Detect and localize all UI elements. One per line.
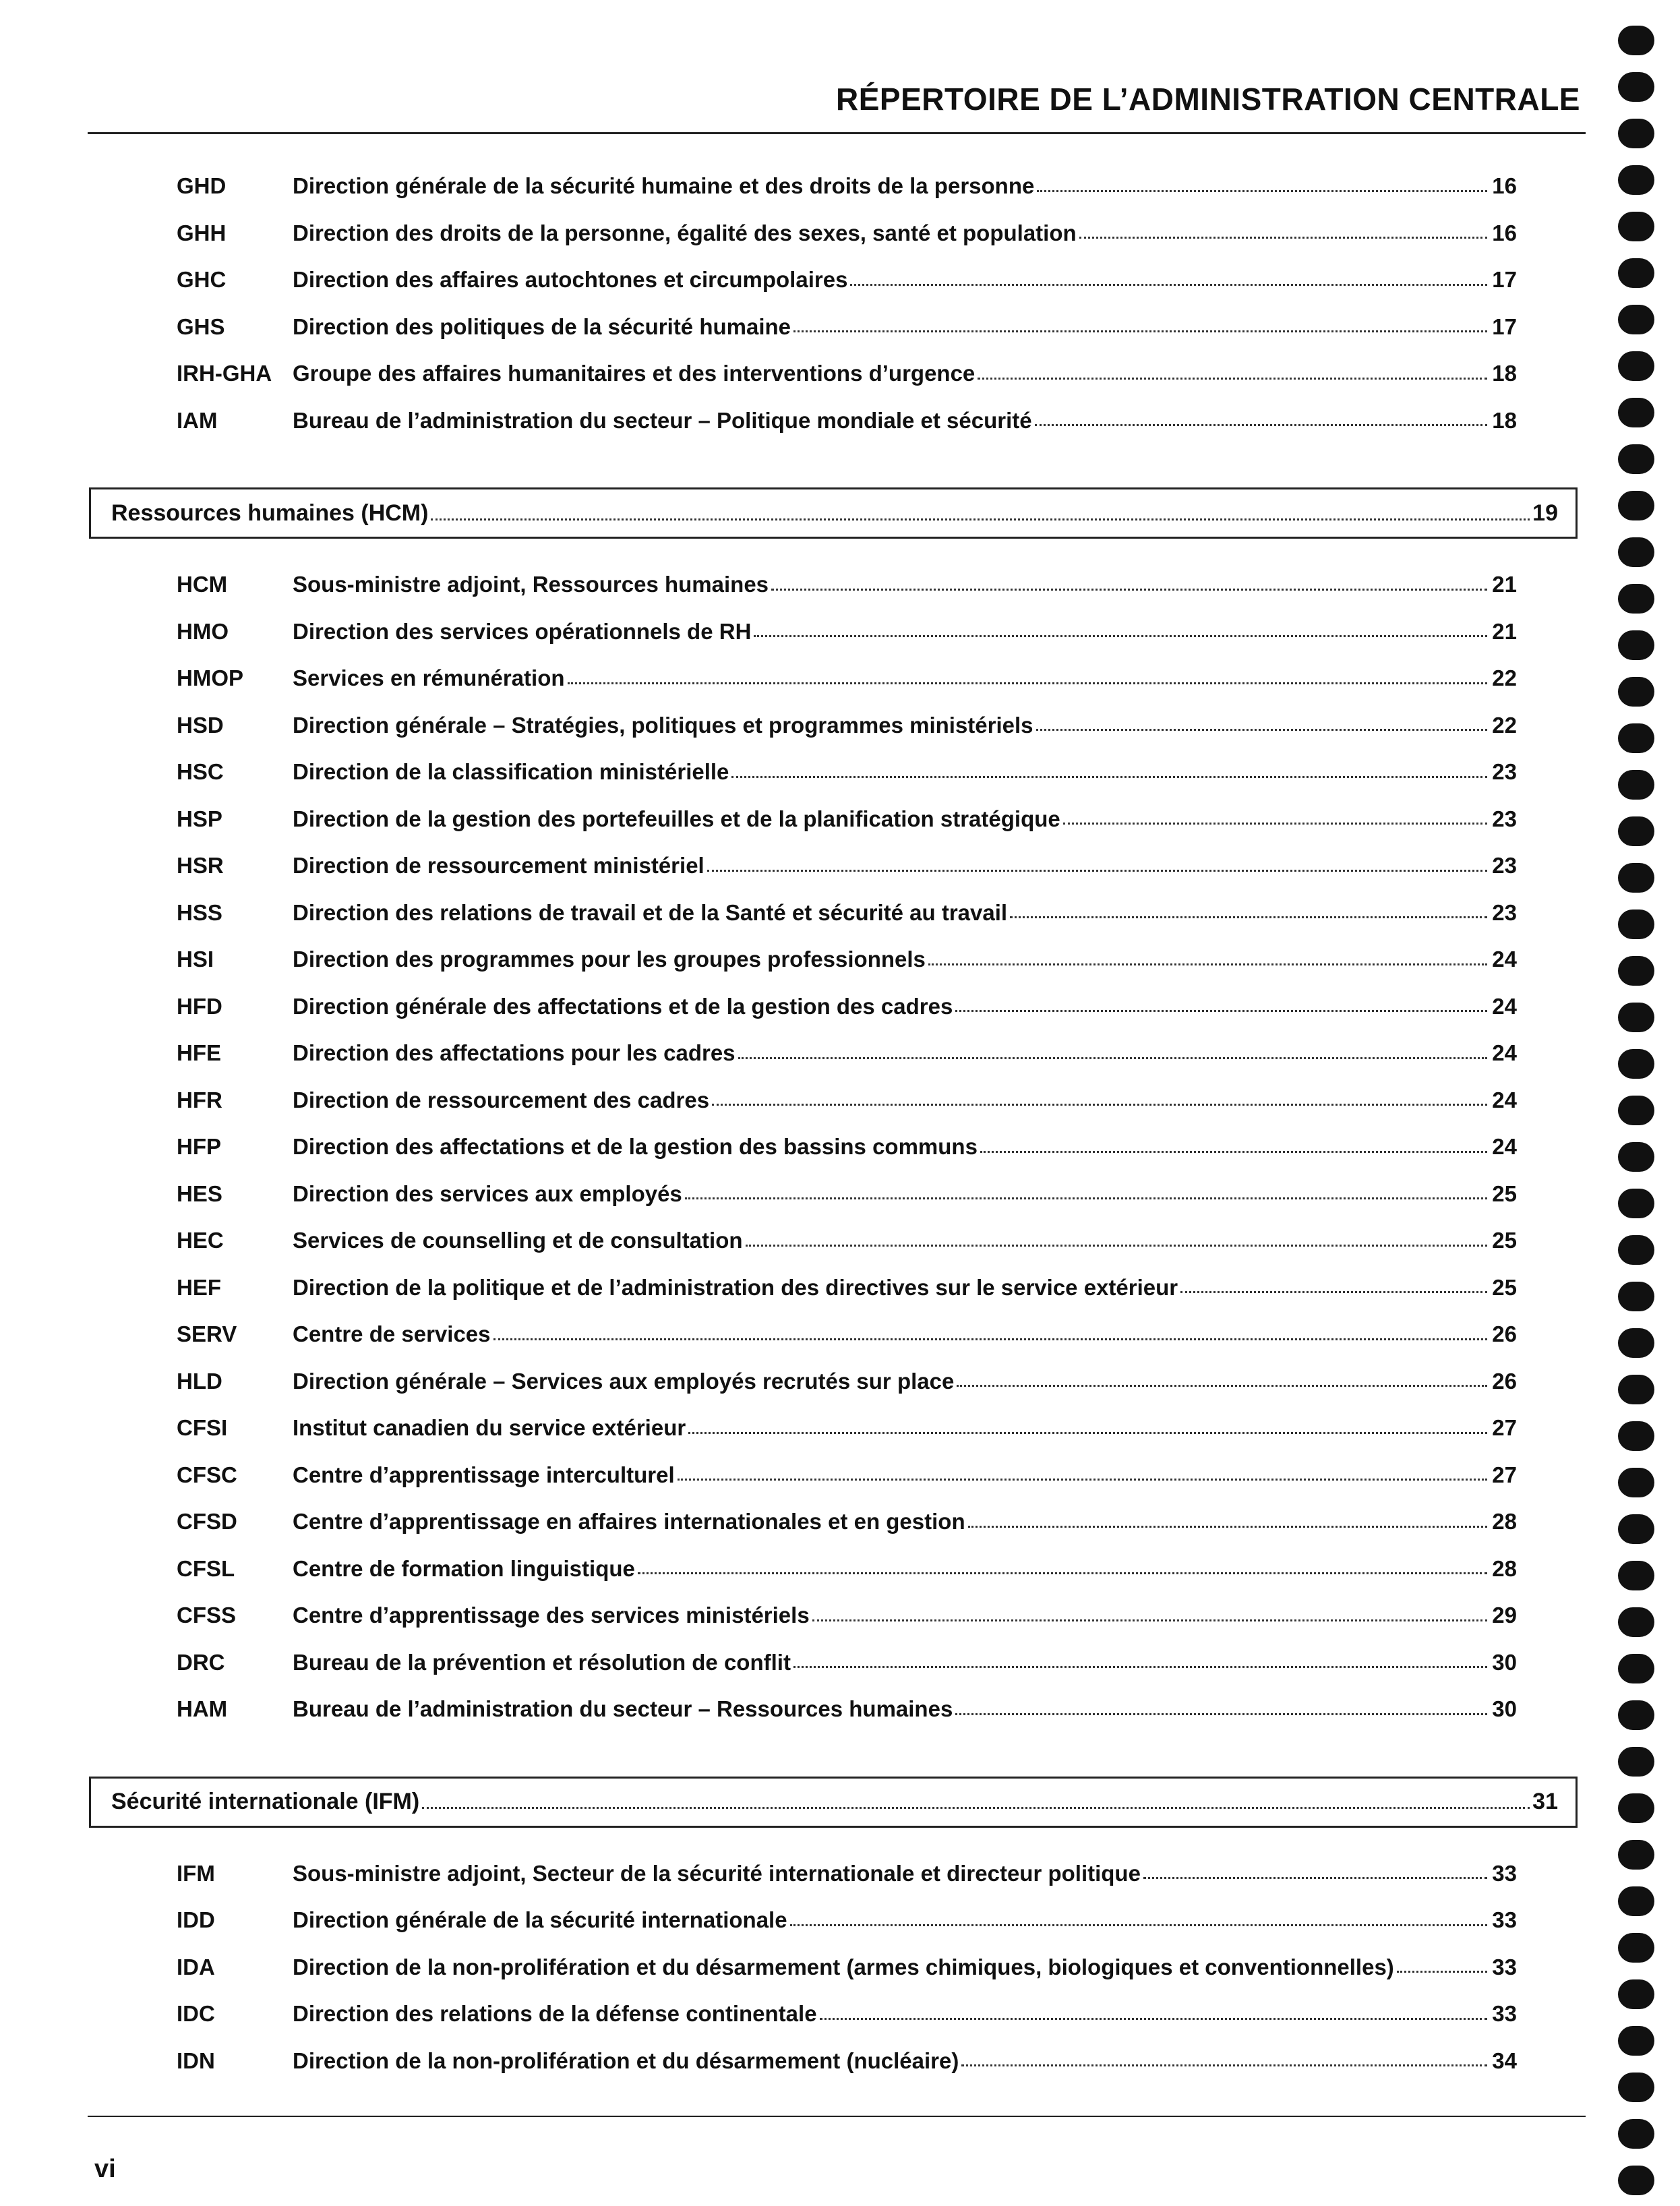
binder-hole-icon bbox=[1618, 1700, 1654, 1730]
dot-leader bbox=[731, 773, 1487, 778]
toc-entry bbox=[177, 1853, 1517, 1894]
binder-hole-icon bbox=[1618, 1561, 1654, 1590]
dot-leader bbox=[850, 281, 1487, 286]
dot-leader bbox=[738, 1054, 1487, 1059]
toc-entry bbox=[177, 1900, 1517, 1940]
toc-entry bbox=[177, 1994, 1517, 2034]
page-title: RÉPERTOIRE DE L’ADMINISTRATION CENTRALE bbox=[836, 82, 1580, 117]
dot-leader bbox=[1397, 1968, 1487, 1973]
binder-hole-icon bbox=[1618, 2166, 1654, 2195]
entry-code: IDD bbox=[177, 1907, 215, 1932]
dot-leader bbox=[431, 516, 1530, 520]
binder-hole-icon bbox=[1618, 910, 1654, 939]
dot-leader bbox=[955, 1710, 1487, 1715]
binder-hole-icon bbox=[1618, 351, 1654, 381]
entry-page: 25 bbox=[1492, 1228, 1517, 1253]
entry-page: 33 bbox=[1492, 1907, 1517, 1932]
toc-entry bbox=[177, 799, 1517, 839]
section-title: Sécurité internationale (IFM) bbox=[111, 1789, 420, 1814]
entry-code: GHD bbox=[177, 173, 227, 198]
binder-hole-icon bbox=[1618, 165, 1654, 195]
entry-page: 33 bbox=[1492, 1954, 1517, 1979]
binder-hole-icon bbox=[1618, 26, 1654, 55]
entry-page: 33 bbox=[1492, 1860, 1517, 1886]
binder-hole-icon bbox=[1618, 2119, 1654, 2149]
toc-entry bbox=[177, 166, 1517, 206]
entry-page: 34 bbox=[1492, 2048, 1517, 2073]
dot-leader bbox=[568, 680, 1487, 684]
dot-leader bbox=[812, 1617, 1487, 1621]
toc-entry bbox=[177, 1947, 1517, 1988]
entry-page: 26 bbox=[1492, 1321, 1517, 1346]
dot-leader bbox=[980, 1148, 1487, 1153]
toc-entry bbox=[177, 1268, 1517, 1308]
entry-title: Centre d’apprentissage en affaires internationales et en gestion bbox=[293, 1509, 965, 1534]
dot-leader bbox=[793, 1663, 1487, 1668]
entry-title: Direction des services opérationnels de RH bbox=[293, 618, 752, 644]
toc-entry bbox=[177, 1408, 1517, 1448]
entry-code: HMOP bbox=[177, 665, 243, 690]
binder-hole-icon bbox=[1618, 1793, 1654, 1823]
dot-leader bbox=[928, 961, 1487, 965]
toc-entry bbox=[177, 1501, 1517, 1542]
entry-title: Direction des affectations pour les cadres bbox=[293, 1040, 736, 1065]
entry-title: Direction de la gestion des portefeuilles et de la planification stratégique bbox=[293, 806, 1060, 831]
dot-leader bbox=[955, 1007, 1487, 1012]
entry-title: Bureau de l’administration du secteur – Politique mondiale et sécurité bbox=[293, 407, 1032, 433]
header-rule bbox=[88, 132, 1586, 134]
dot-leader bbox=[712, 1101, 1487, 1106]
entry-code: IAM bbox=[177, 407, 218, 433]
entry-code: HSR bbox=[177, 853, 224, 878]
entry-page: 23 bbox=[1492, 806, 1517, 831]
dot-leader bbox=[688, 1429, 1487, 1434]
entry-page: 24 bbox=[1492, 1040, 1517, 1065]
entry-code: HFE bbox=[177, 1040, 221, 1065]
toc-entry bbox=[177, 1033, 1517, 1073]
entry-page: 25 bbox=[1492, 1274, 1517, 1300]
entry-code: GHH bbox=[177, 220, 227, 245]
footer-rule bbox=[88, 2116, 1586, 2117]
entry-title: Services en rémunération bbox=[293, 665, 565, 690]
toc-entry bbox=[177, 893, 1517, 933]
entry-code: DRC bbox=[177, 1649, 225, 1675]
entry-title: Direction des programmes pour les groupes professionnels bbox=[293, 947, 926, 972]
entry-title: Bureau de la prévention et résolution de conflit bbox=[293, 1649, 791, 1675]
toc-entry bbox=[177, 1642, 1517, 1683]
binder-hole-icon bbox=[1618, 1189, 1654, 1218]
entry-code: HCM bbox=[177, 572, 228, 597]
section-page: 31 bbox=[1532, 1789, 1558, 1814]
dot-leader bbox=[790, 1921, 1487, 1926]
toc-entry bbox=[177, 1455, 1517, 1495]
entry-code: IFM bbox=[177, 1860, 215, 1886]
entry-page: 25 bbox=[1492, 1181, 1517, 1206]
toc-entry bbox=[177, 400, 1517, 441]
entry-title: Direction des affaires autochtones et circumpolaires bbox=[293, 267, 848, 292]
binder-hole-icon bbox=[1618, 1328, 1654, 1358]
dot-leader bbox=[771, 586, 1487, 591]
entry-title: Bureau de l’administration du secteur – Ressources humaines bbox=[293, 1696, 953, 1721]
entry-page: 30 bbox=[1492, 1649, 1517, 1675]
dot-leader bbox=[638, 1570, 1487, 1574]
dot-leader bbox=[968, 1523, 1487, 1528]
binder-hole-icon bbox=[1618, 1421, 1654, 1451]
entry-page: 16 bbox=[1492, 173, 1517, 198]
binder-hole-icon bbox=[1618, 677, 1654, 707]
binder-hole-icon bbox=[1618, 1886, 1654, 1916]
toc-entry bbox=[177, 1080, 1517, 1121]
entry-title: Direction de la non-prolifération et du désarmement (armes chimiques, biologiques et conventionnelles) bbox=[293, 1954, 1394, 1979]
entry-page: 24 bbox=[1492, 1134, 1517, 1159]
dot-leader bbox=[1010, 914, 1487, 918]
toc-entry bbox=[177, 1361, 1517, 1402]
dot-leader bbox=[678, 1476, 1487, 1481]
entry-code: HSI bbox=[177, 947, 214, 972]
toc-entry bbox=[177, 1220, 1517, 1261]
binder-hole-icon bbox=[1618, 258, 1654, 288]
binder-hole-icon bbox=[1618, 1049, 1654, 1079]
toc-entry bbox=[177, 307, 1517, 347]
toc-entry bbox=[177, 213, 1517, 254]
binder-hole-icon bbox=[1618, 630, 1654, 660]
entry-code: HSP bbox=[177, 806, 222, 831]
toc-entry bbox=[177, 612, 1517, 652]
entry-page: 28 bbox=[1492, 1509, 1517, 1534]
entry-code: HEF bbox=[177, 1274, 221, 1300]
entry-title: Direction générale – Services aux employés recrutés sur place bbox=[293, 1368, 955, 1394]
dot-leader bbox=[957, 1382, 1487, 1387]
dot-leader bbox=[754, 632, 1487, 637]
dot-leader bbox=[978, 375, 1487, 380]
binder-hole-icon bbox=[1618, 1654, 1654, 1683]
entry-page: 30 bbox=[1492, 1696, 1517, 1721]
entry-page: 23 bbox=[1492, 759, 1517, 784]
toc-entry bbox=[177, 658, 1517, 698]
binder-hole-icon bbox=[1618, 72, 1654, 102]
dot-leader bbox=[1079, 234, 1487, 239]
entry-page: 22 bbox=[1492, 712, 1517, 738]
binder-hole-icon bbox=[1618, 770, 1654, 800]
entry-page: 27 bbox=[1492, 1462, 1517, 1487]
binder-hole-icon bbox=[1618, 1468, 1654, 1497]
entry-page: 27 bbox=[1492, 1415, 1517, 1440]
entry-page: 26 bbox=[1492, 1368, 1517, 1394]
toc-entry bbox=[177, 2041, 1517, 2081]
dot-leader bbox=[1063, 820, 1487, 825]
toc-entry bbox=[177, 564, 1517, 605]
page-number: vi bbox=[94, 2155, 116, 2183]
entry-page: 29 bbox=[1492, 1603, 1517, 1628]
dot-leader bbox=[1143, 1874, 1487, 1879]
entry-page: 33 bbox=[1492, 2001, 1517, 2026]
entry-page: 23 bbox=[1492, 853, 1517, 878]
section-page: 19 bbox=[1532, 500, 1558, 526]
dot-leader bbox=[746, 1242, 1487, 1247]
binder-hole-icon bbox=[1618, 1933, 1654, 1963]
binder-hole-icon bbox=[1618, 816, 1654, 846]
section-header bbox=[89, 487, 1578, 539]
entry-code: HSC bbox=[177, 759, 224, 784]
dot-leader bbox=[1035, 421, 1487, 426]
entry-title: Direction des relations de travail et de la Santé et sécurité au travail bbox=[293, 899, 1008, 925]
entry-page: 23 bbox=[1492, 899, 1517, 925]
toc-entry bbox=[177, 986, 1517, 1027]
entry-title: Direction de la politique et de l’administration des directives sur le service extérieur bbox=[293, 1274, 1178, 1300]
toc-entry bbox=[177, 1174, 1517, 1214]
binder-hole-icon bbox=[1618, 1607, 1654, 1637]
binder-hole-icon bbox=[1618, 723, 1654, 753]
binder-hole-icon bbox=[1618, 1375, 1654, 1404]
entry-code: CFSD bbox=[177, 1509, 237, 1534]
entry-code: IDN bbox=[177, 2048, 215, 2073]
binder-hole-icon bbox=[1618, 305, 1654, 334]
dot-leader bbox=[1036, 726, 1487, 731]
entry-title: Institut canadien du service extérieur bbox=[293, 1415, 686, 1440]
entry-code: CFSS bbox=[177, 1603, 237, 1628]
entry-code: HLD bbox=[177, 1368, 222, 1394]
entry-page: 17 bbox=[1492, 314, 1517, 339]
entry-code: SERV bbox=[177, 1321, 237, 1346]
entry-page: 24 bbox=[1492, 947, 1517, 972]
dot-leader bbox=[1037, 187, 1487, 192]
entry-page: 21 bbox=[1492, 618, 1517, 644]
entry-title: Direction des politiques de la sécurité humaine bbox=[293, 314, 791, 339]
binder-hole-icon bbox=[1618, 1096, 1654, 1125]
binder-hole-icon bbox=[1618, 1514, 1654, 1544]
section-header bbox=[89, 1777, 1578, 1828]
toc-entry bbox=[177, 1549, 1517, 1589]
entry-title: Direction des relations de la défense continentale bbox=[293, 2001, 817, 2026]
binder-hole-icon bbox=[1618, 2073, 1654, 2102]
binder-hole-icon bbox=[1618, 863, 1654, 893]
binder-hole-icon bbox=[1618, 584, 1654, 614]
toc-entry bbox=[177, 845, 1517, 886]
entry-page: 21 bbox=[1492, 572, 1517, 597]
dot-leader bbox=[707, 867, 1487, 872]
dot-leader bbox=[1180, 1288, 1487, 1293]
entry-title: Direction des services aux employés bbox=[293, 1181, 682, 1206]
entry-page: 24 bbox=[1492, 1087, 1517, 1112]
entry-code: HMO bbox=[177, 618, 229, 644]
binder-hole-icon bbox=[1618, 1003, 1654, 1032]
binder-hole-icon bbox=[1618, 444, 1654, 474]
dot-leader bbox=[493, 1336, 1487, 1340]
dot-leader bbox=[820, 2015, 1487, 2020]
entry-title: Direction de la non-prolifération et du désarmement (nucléaire) bbox=[293, 2048, 959, 2073]
entry-code: IDA bbox=[177, 1954, 215, 1979]
entry-code: HSS bbox=[177, 899, 222, 925]
binder-hole-icon bbox=[1618, 1282, 1654, 1311]
entry-code: HEC bbox=[177, 1228, 224, 1253]
entry-code: GHS bbox=[177, 314, 225, 339]
entry-code: CFSC bbox=[177, 1462, 237, 1487]
binder-hole-icon bbox=[1618, 1979, 1654, 2009]
entry-title: Direction de ressourcement des cadres bbox=[293, 1087, 710, 1112]
dot-leader bbox=[422, 1804, 1530, 1809]
toc-entry bbox=[177, 1127, 1517, 1167]
entry-title: Direction générale de la sécurité internationale bbox=[293, 1907, 787, 1932]
entry-page: 28 bbox=[1492, 1555, 1517, 1581]
entry-title: Services de counselling et de consultation bbox=[293, 1228, 743, 1253]
entry-title: Direction de ressourcement ministériel bbox=[293, 853, 704, 878]
entry-title: Centre de services bbox=[293, 1321, 491, 1346]
entry-code: HFP bbox=[177, 1134, 221, 1159]
binder-hole-icon bbox=[1618, 119, 1654, 148]
entry-page: 24 bbox=[1492, 993, 1517, 1019]
entry-title: Centre de formation linguistique bbox=[293, 1555, 635, 1581]
binder-hole-icon bbox=[1618, 1235, 1654, 1265]
binder-hole-icon bbox=[1618, 212, 1654, 241]
binder-holes bbox=[1618, 0, 1658, 2206]
entry-title: Direction des droits de la personne, égalité des sexes, santé et population bbox=[293, 220, 1077, 245]
entry-page: 18 bbox=[1492, 407, 1517, 433]
binder-hole-icon bbox=[1618, 398, 1654, 427]
toc-entry bbox=[177, 353, 1517, 394]
entry-code: IRH-GHA bbox=[177, 361, 272, 386]
entry-title: Direction de la classification ministérielle bbox=[293, 759, 729, 784]
entry-page: 18 bbox=[1492, 361, 1517, 386]
entry-code: CFSL bbox=[177, 1555, 235, 1581]
entry-title: Centre d’apprentissage interculturel bbox=[293, 1462, 675, 1487]
binder-hole-icon bbox=[1618, 1747, 1654, 1777]
entry-title: Direction générale – Stratégies, politiques et programmes ministériels bbox=[293, 712, 1033, 738]
toc-entry bbox=[177, 752, 1517, 792]
entry-page: 22 bbox=[1492, 665, 1517, 690]
binder-hole-icon bbox=[1618, 2026, 1654, 2056]
toc-entry bbox=[177, 1595, 1517, 1636]
entry-code: GHC bbox=[177, 267, 227, 292]
toc-entry bbox=[177, 705, 1517, 746]
entry-code: HFD bbox=[177, 993, 222, 1019]
entry-title: Centre d’apprentissage des services ministériels bbox=[293, 1603, 810, 1628]
binder-hole-icon bbox=[1618, 1840, 1654, 1870]
toc-entry bbox=[177, 939, 1517, 980]
entry-code: CFSI bbox=[177, 1415, 228, 1440]
binder-hole-icon bbox=[1618, 537, 1654, 567]
entry-code: IDC bbox=[177, 2001, 215, 2026]
entry-title: Sous-ministre adjoint, Secteur de la sécurité internationale et directeur politique bbox=[293, 1860, 1141, 1886]
entry-title: Direction générale de la sécurité humaine et des droits de la personne bbox=[293, 173, 1035, 198]
entry-code: HES bbox=[177, 1181, 222, 1206]
section-title: Ressources humaines (HCM) bbox=[111, 500, 429, 526]
dot-leader bbox=[685, 1195, 1487, 1199]
binder-hole-icon bbox=[1618, 1142, 1654, 1172]
entry-title: Groupe des affaires humanitaires et des interventions d’urgence bbox=[293, 361, 976, 386]
entry-title: Sous-ministre adjoint, Ressources humaines bbox=[293, 572, 769, 597]
entry-page: 17 bbox=[1492, 267, 1517, 292]
dot-leader bbox=[961, 2062, 1487, 2066]
toc-entry bbox=[177, 1314, 1517, 1354]
entry-page: 16 bbox=[1492, 220, 1517, 245]
entry-code: HFR bbox=[177, 1087, 222, 1112]
dot-leader bbox=[793, 328, 1487, 332]
entry-code: HAM bbox=[177, 1696, 228, 1721]
entry-title: Direction générale des affectations et de la gestion des cadres bbox=[293, 993, 953, 1019]
toc-entry bbox=[177, 1689, 1517, 1729]
entry-code: HSD bbox=[177, 712, 224, 738]
entry-title: Direction des affectations et de la gestion des bassins communs bbox=[293, 1134, 978, 1159]
binder-hole-icon bbox=[1618, 491, 1654, 520]
toc-entry bbox=[177, 260, 1517, 300]
binder-hole-icon bbox=[1618, 956, 1654, 986]
